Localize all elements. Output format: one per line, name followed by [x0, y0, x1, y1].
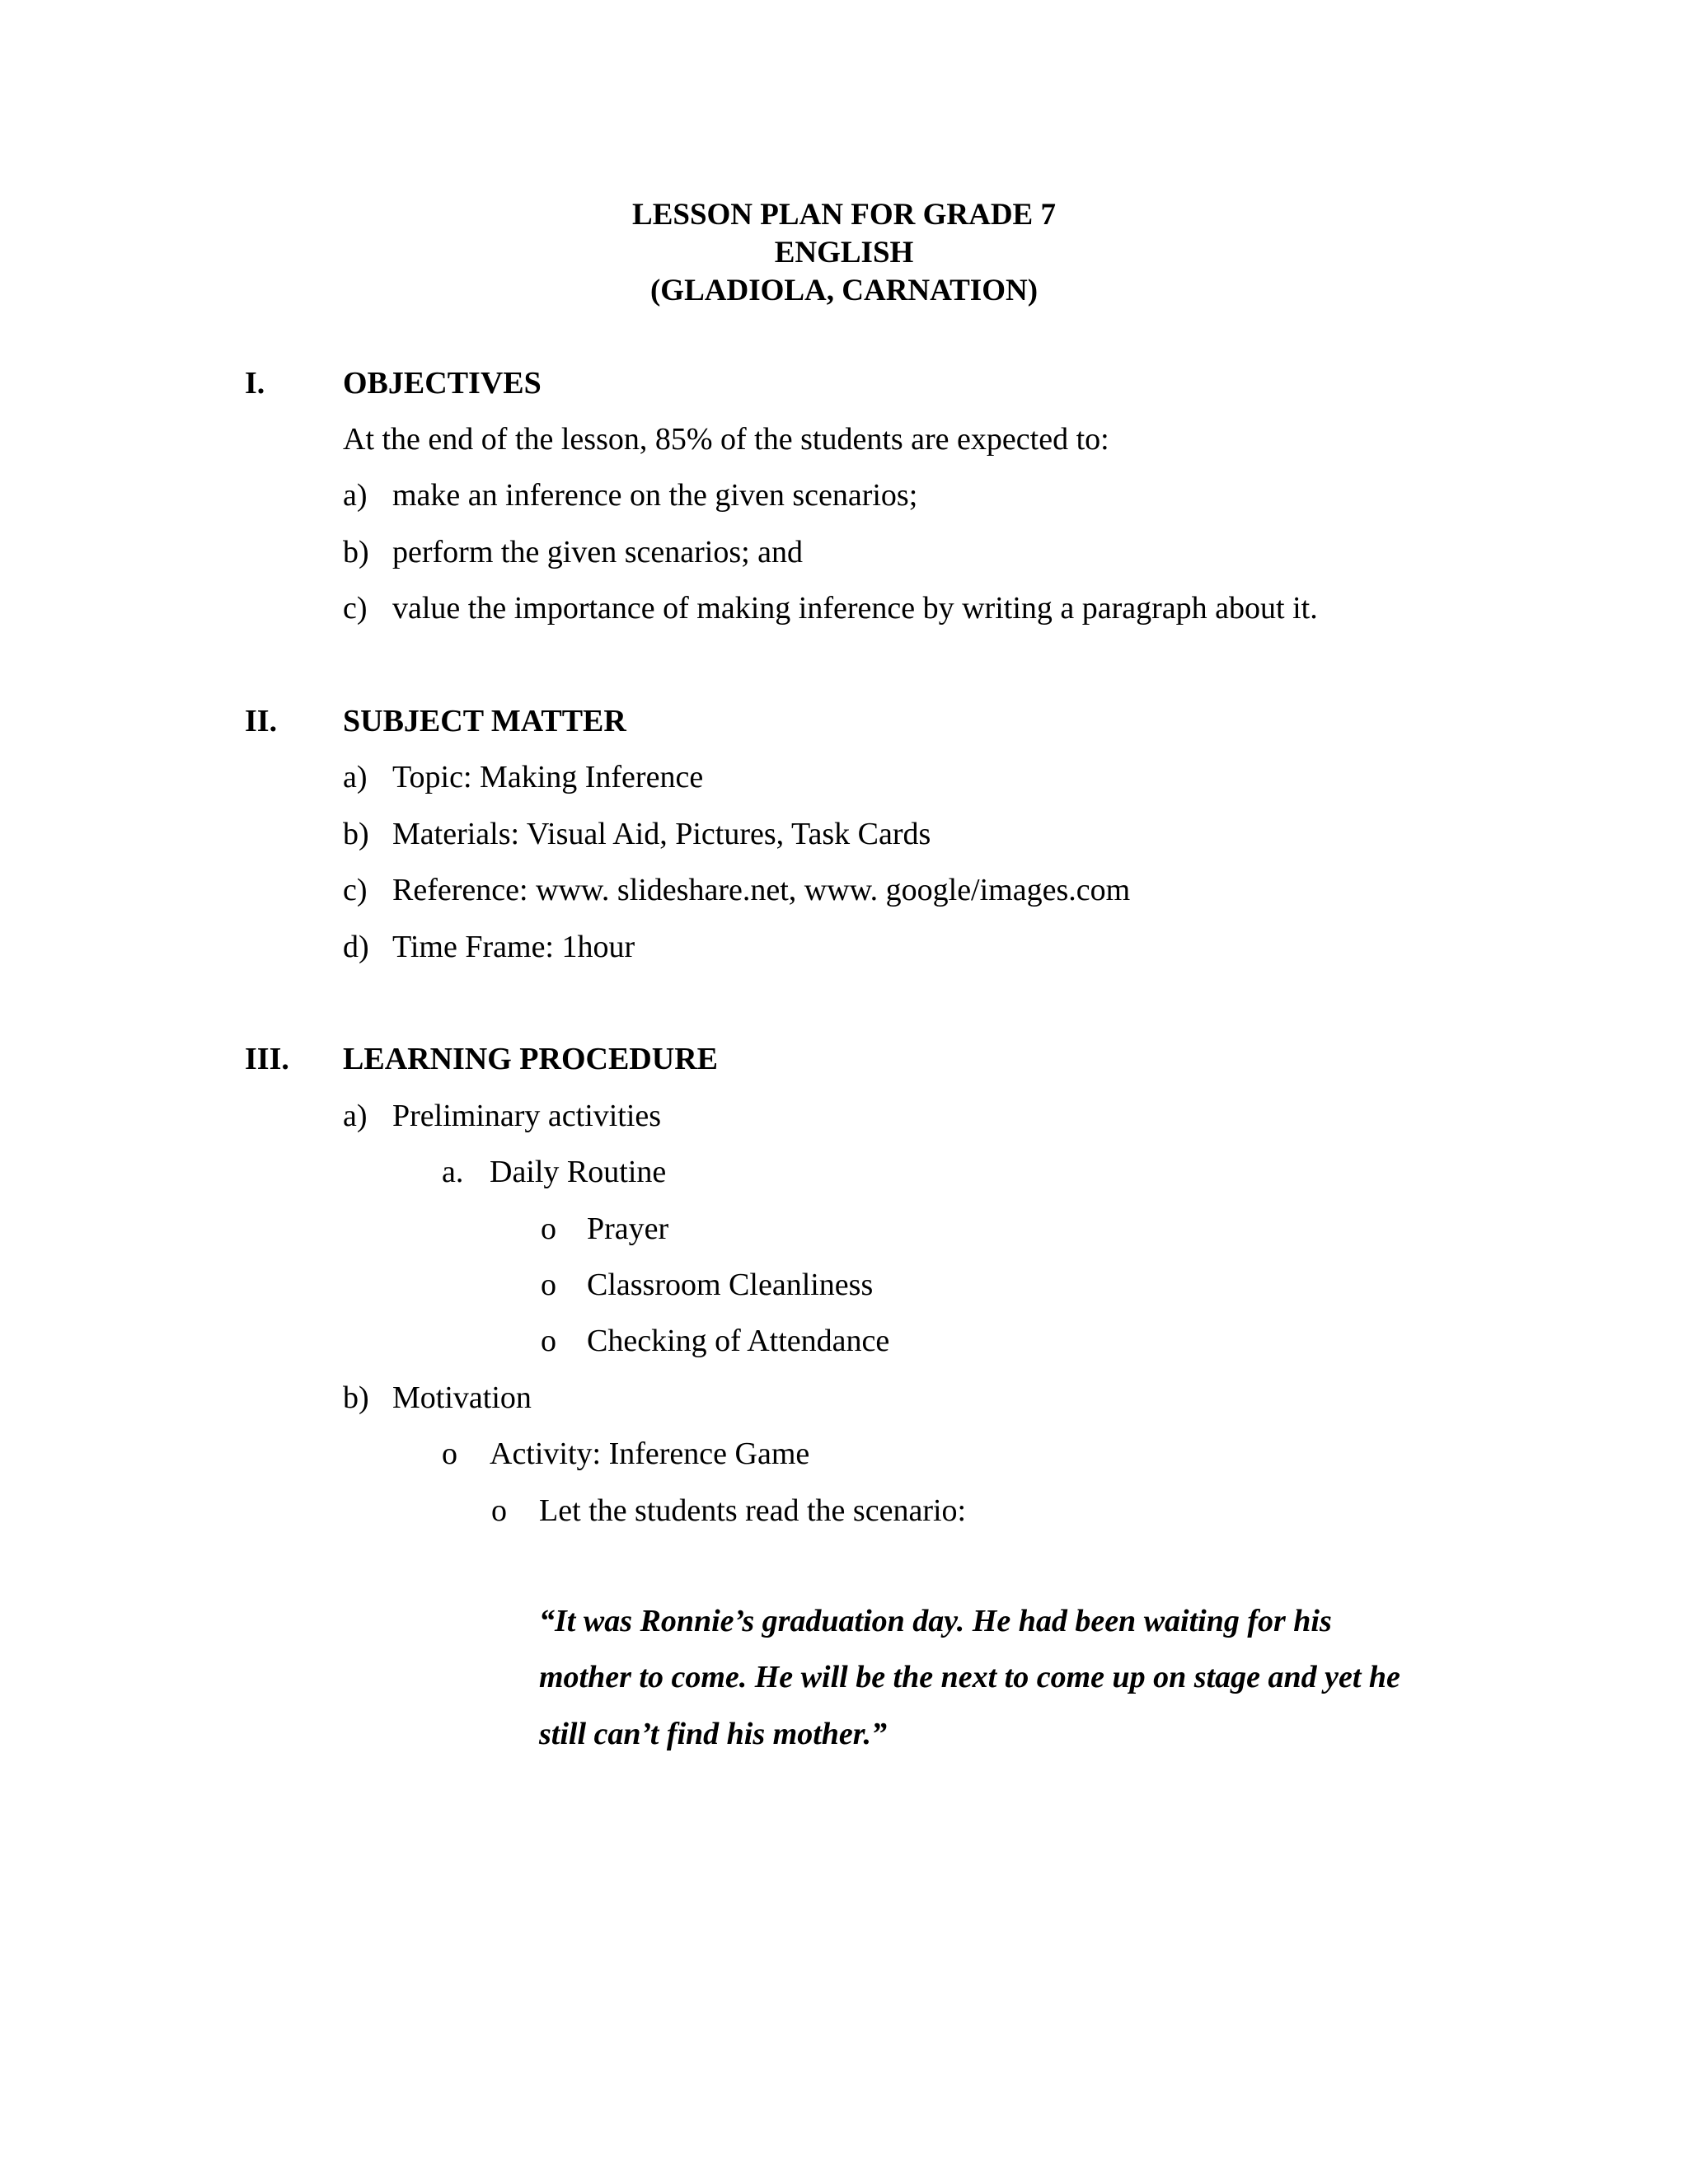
subject-item: Materials: Visual Aid, Pictures, Task Cards [392, 817, 931, 851]
objective-marker: b) [343, 535, 369, 569]
scenario-line: mother to come. He will be the next to come up on stage and yet he [539, 1660, 1400, 1694]
subject-marker: c) [343, 873, 368, 907]
objectives-intro: At the end of the lesson, 85% of the students are expected to: [343, 422, 1109, 457]
section-3-heading: LEARNING PROCEDURE [343, 1042, 718, 1076]
daily-routine: Daily Routine [490, 1155, 667, 1189]
title-line-2: ENGLISH [774, 236, 914, 269]
subject-item: Time Frame: 1hour [392, 930, 635, 964]
objective-item: perform the given scenarios; and [392, 535, 804, 569]
objective-marker: a) [343, 478, 368, 513]
objective-item: make an inference on the given scenarios; [392, 478, 918, 513]
subject-marker: b) [343, 817, 369, 851]
preliminary-activities: Preliminary activities [392, 1099, 662, 1133]
subject-marker: d) [343, 930, 369, 964]
section-2-numeral: II. [245, 704, 278, 738]
section-3-numeral: III. [245, 1042, 289, 1076]
subject-item: Reference: www. slideshare.net, www. google/images.com [392, 873, 1131, 907]
subject-marker: a) [343, 760, 368, 794]
bullet-marker: o [541, 1324, 556, 1358]
title-line-3: (GLADIOLA, CARNATION) [649, 274, 1039, 307]
activity-item: Activity: Inference Game [490, 1436, 810, 1471]
scenario-line: still can’t find his mother.” [539, 1717, 887, 1751]
document-title [0, 196, 1688, 310]
bullet-marker: o [491, 1493, 507, 1528]
bullet-marker: o [541, 1268, 556, 1302]
motivation: Motivation [392, 1380, 532, 1415]
routine-item: Checking of Attendance [587, 1324, 890, 1358]
procedure-marker: a) [343, 1099, 368, 1133]
routine-item: Classroom Cleanliness [587, 1268, 874, 1302]
objective-item: value the importance of making inference by writing a paragraph about it. [392, 591, 1318, 626]
subject-item: Topic: Making Inference [392, 760, 704, 794]
objective-marker: c) [343, 591, 368, 626]
instruction-item: Let the students read the scenario: [539, 1493, 967, 1528]
bullet-marker: o [541, 1212, 556, 1246]
procedure-marker: b) [343, 1380, 369, 1415]
section-1-numeral: I. [245, 366, 265, 401]
routine-marker: a. [442, 1155, 464, 1189]
scenario-line: “It was Ronnie’s graduation day. He had been waiting for his [539, 1604, 1332, 1638]
routine-item: Prayer [587, 1212, 669, 1246]
section-1-heading: OBJECTIVES [343, 366, 542, 401]
section-2-heading: SUBJECT MATTER [343, 704, 626, 738]
title-line-1: LESSON PLAN FOR GRADE 7 [632, 198, 1056, 232]
bullet-marker: o [442, 1436, 457, 1471]
